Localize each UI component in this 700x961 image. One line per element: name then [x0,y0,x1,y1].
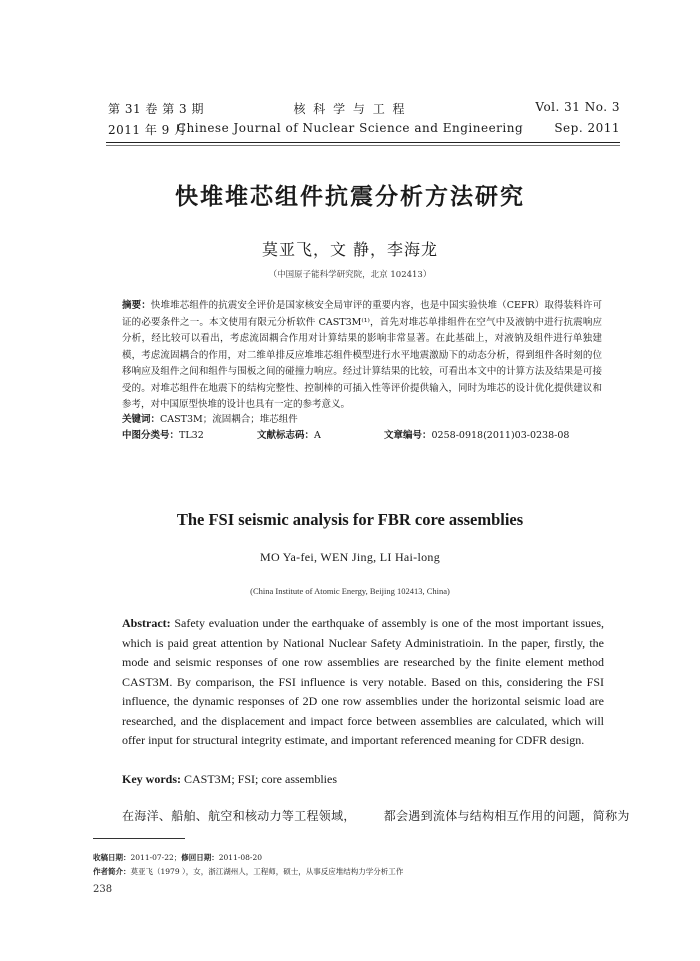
english-affiliation: (China Institute of Atomic Energy, Beijing 102413, China) [250,586,450,596]
document-code-value: A [314,430,321,441]
footnote-dates [93,852,262,864]
english-title: The FSI seismic analysis for FBR core assemblies [176,510,524,529]
clc-label: 中图分类号： [122,430,180,441]
clc-value: TL32 [179,430,204,441]
article-number [384,428,569,444]
footnote-author-bio [93,866,403,878]
chinese-keywords-label: 关键词： [122,414,161,425]
header-rule-secondary [106,145,620,146]
article-number-value: 0258-0918(2011)03-0238-08 [431,430,570,441]
author-bio-value: 莫亚飞（1979 ），女，浙江湖州人，工程师，硕士，从事反应堆结构力学分析工作 [130,867,404,876]
english-authors: MO Ya-fei, WEN Jing, LI Hai-long [259,550,441,564]
header-volume-issue: 第 31 卷 第 3 期 [108,102,204,116]
author-bio-label: 作者简介： [93,867,131,876]
page-number: 238 [93,884,113,895]
body-text-part-2: 都会遇到流体与结构相互作用的问题，简称为 [383,809,630,823]
chinese-abstract-label: 摘要： [122,300,151,311]
chinese-title: 快堆堆芯组件抗震分析方法研究 [175,184,525,210]
body-paragraph-start [122,807,630,824]
document-code [257,428,321,444]
english-keywords-label: Key words: [122,772,181,786]
header-journal-en: Chinese Journal of Nuclear Science and Engineering [176,121,524,135]
chinese-authors: 莫亚飞，文 静，李海龙 [261,240,439,259]
chinese-affiliation: （中国原子能科学研究院，北京 102413） [268,270,432,280]
header-rule [106,142,620,143]
chinese-abstract-text: 快堆堆芯组件的抗震安全评价是国家核安全局审评的重要内容，也是中国实验快堆（CEFR）取得装料许可证的必要条件之一。本文使用有限元分析软件 CAST3M⁽¹⁾，首先对堆芯单排组件在空气中及液钠中进行抗震响应分析，经比较可以看出，考虑流固耦合作用对计算结果的影响非常显著。在此基础上，对液钠及组件进行单独建模，考虑流固耦合的作用，对二维单排反应堆堆芯组件模型进行水平地震激励下的动态分析，得到组件各时刻的位移响应及组件之间和组件与围板之间的碰撞力响应。经过计算结果的比较，可看出本文中的计算方法及结果是可接受的。对堆芯组件在地震下的结构完整性、控制棒的可插入性等评价提供输入，同时为堆芯的设计优化提供建议和参考，对中国原型快堆的设计也具有一定的参考意义。 [122,300,602,410]
clc-number [122,428,204,444]
english-abstract-label: Abstract: [122,616,171,630]
document-code-label: 文献标志码： [257,430,315,441]
header-vol-no: Vol. 31 No. 3 [535,100,620,114]
chinese-abstract [122,298,602,414]
footnote-rule [93,838,185,839]
chinese-keywords-text: CAST3M；流固耦合；堆芯组件 [160,414,298,425]
received-label: 收稿日期： [93,853,131,862]
english-keywords [122,770,337,788]
revised-value: 2011-08-20 [218,853,262,862]
article-number-label: 文章编号： [384,430,432,441]
english-keywords-text: CAST3M; FSI; core assemblies [184,772,337,786]
english-abstract-text: Safety evaluation under the earthquake of assembly is one of the most important issues, which is paid great attention by National Nuclear Safety Administratioin. In the paper, firstly, the mode and seismic responses of one row assemblies are researched by the finite element method CAST3M. By comparison, the FSI influence is very notable. Based on this, considering the FSI influence, the dynamic responses of 2D one row assemblies under the horizontal seismic load are researched, and the displacement and impact force between assemblies are calculated, which will offer input for structural integrity estimate, and important referenced meaning for CDFR design. [122,616,605,747]
header-journal-cn: 核 科 学 与 工 程 [293,102,407,116]
header-date-en: Sep. 2011 [554,121,620,135]
revised-label: 修回日期： [181,853,219,862]
english-abstract [122,614,604,751]
header-date-cn: 2011 年 9 月 [108,123,187,137]
body-text-part-1: 在海洋、船舶、航空和核动力等工程领域， [122,809,356,823]
chinese-keywords [122,412,602,428]
received-value: 2011-07-22； [130,853,182,862]
